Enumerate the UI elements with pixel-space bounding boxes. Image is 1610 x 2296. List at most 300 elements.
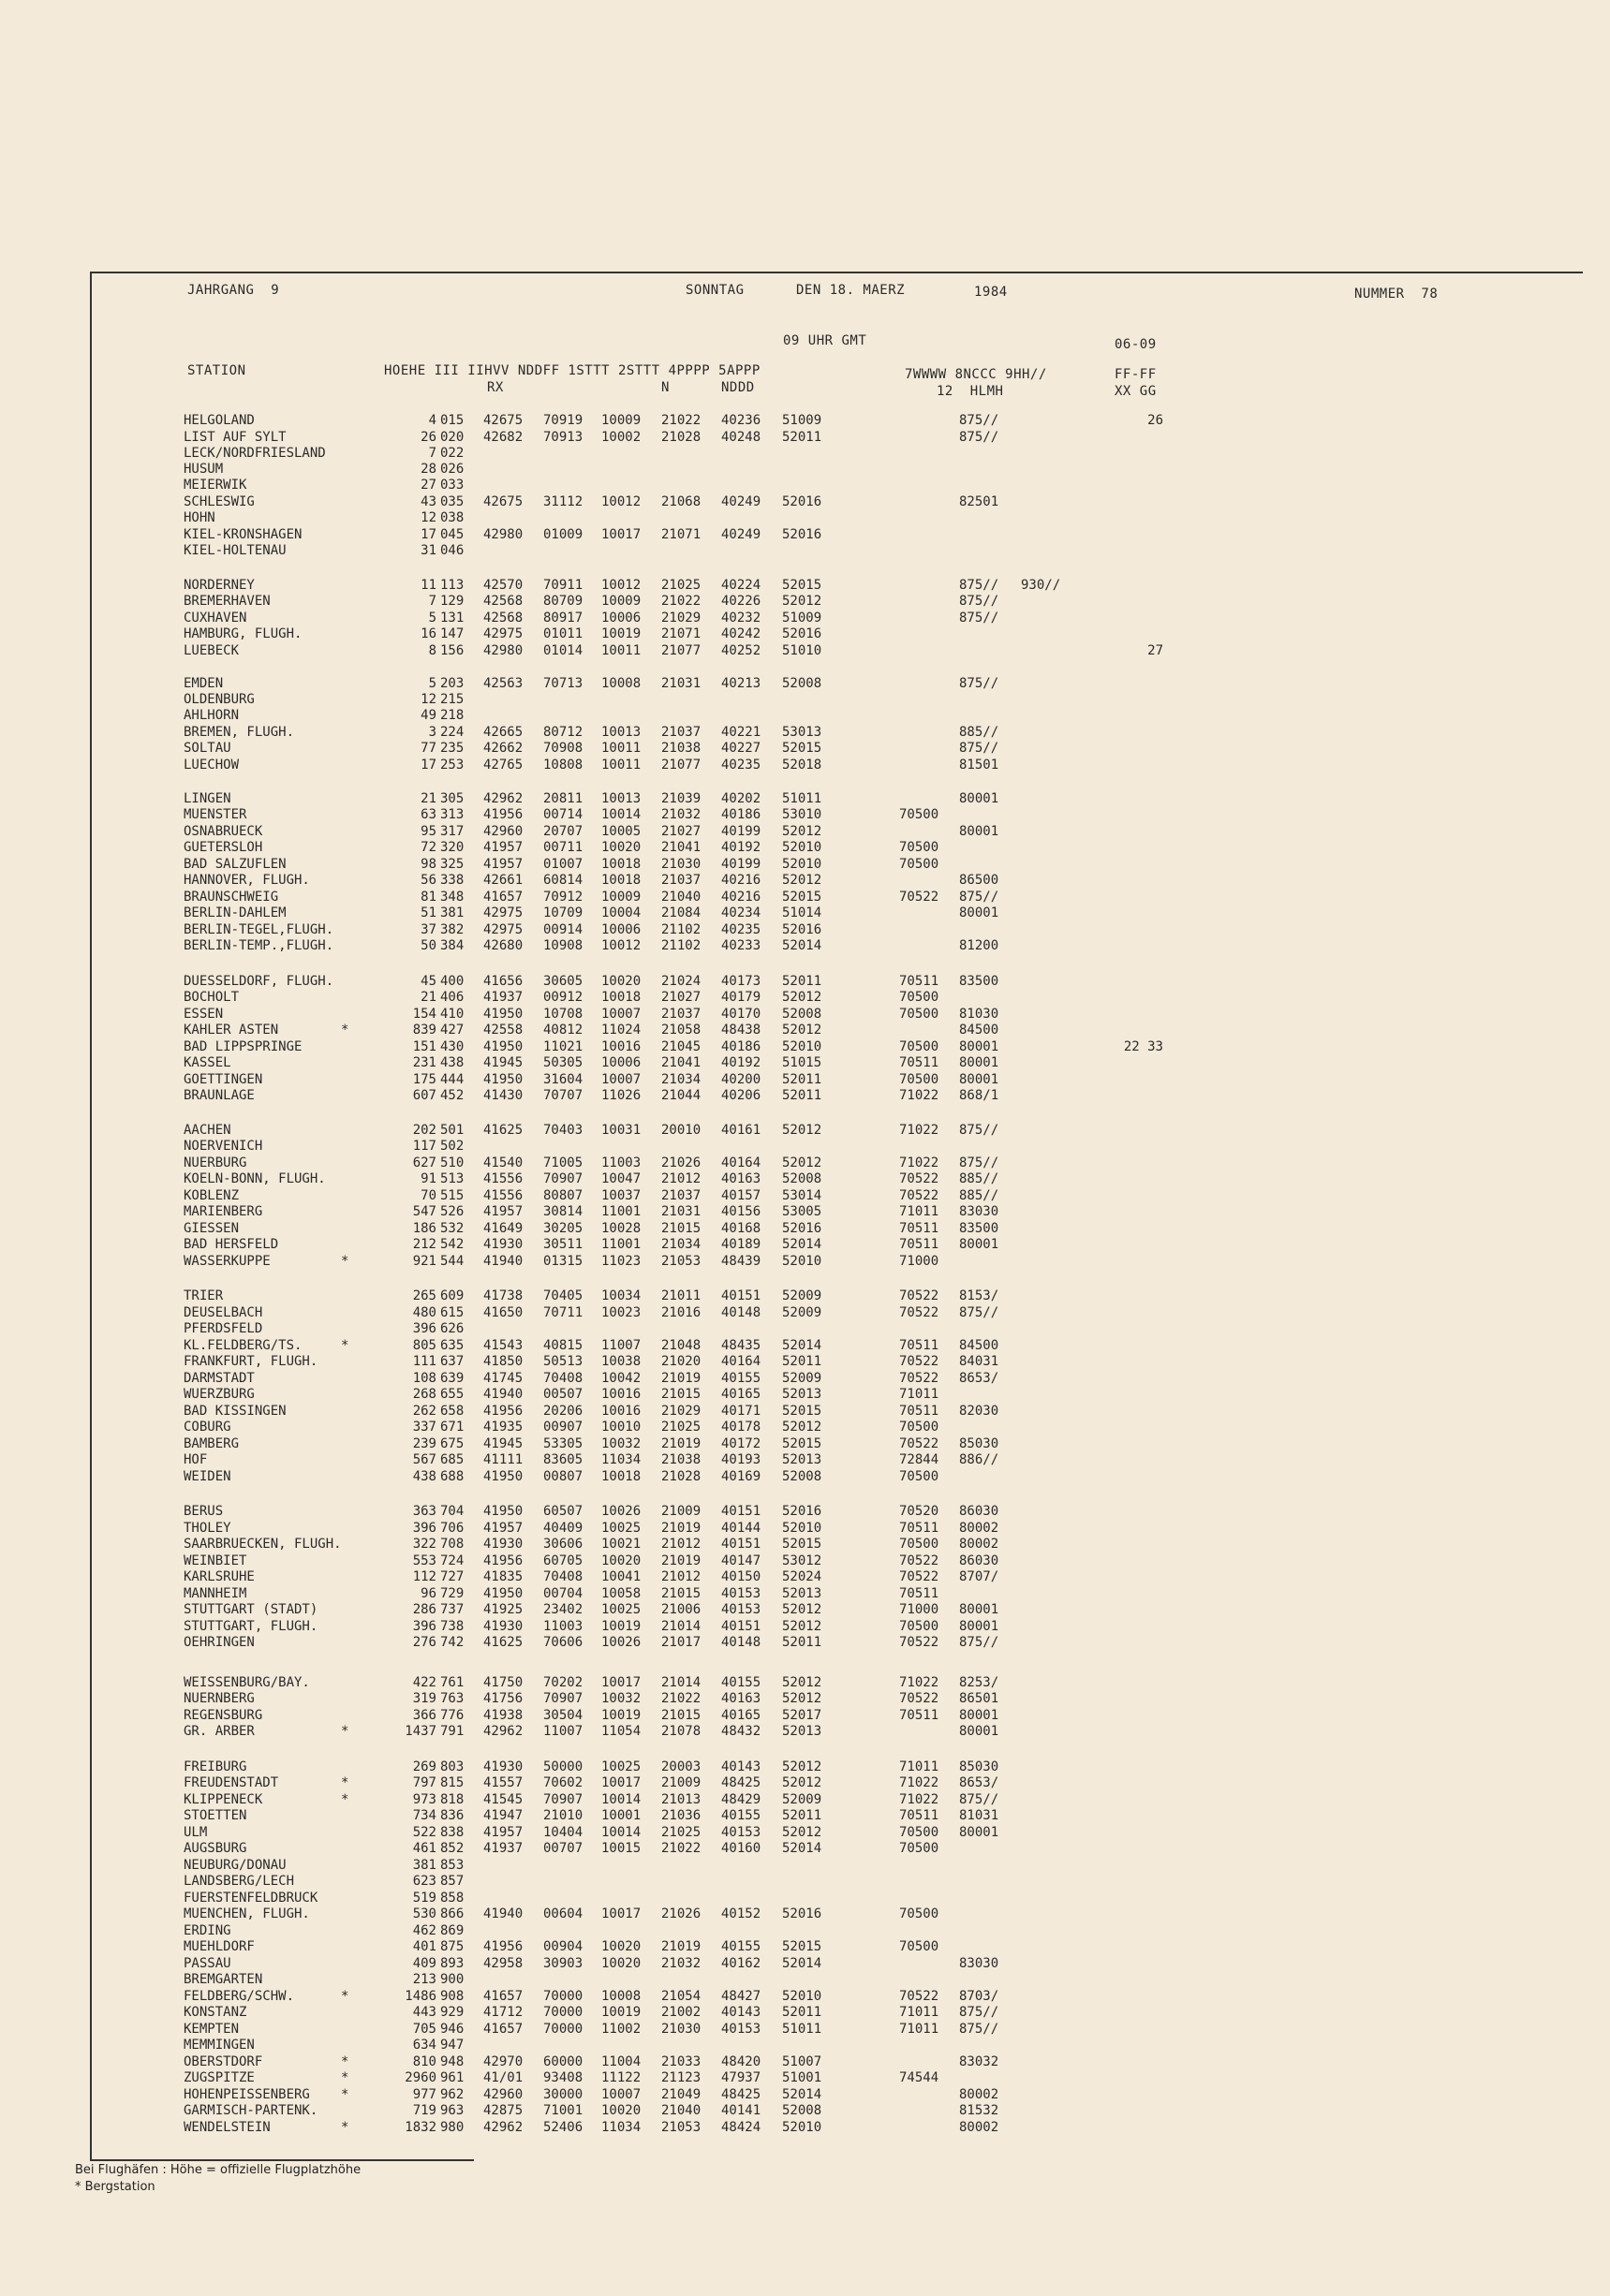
code-nddff: 70707 [543,1088,583,1103]
height: 16 [421,626,436,641]
station-id: 313 [440,807,465,822]
code-7wwww: 70522 [899,1553,939,1568]
code-nddff: 50000 [543,1759,583,1774]
station-id: 305 [440,791,465,806]
height: 112 [412,1569,436,1584]
code-8nccc: 80001 [959,1602,999,1617]
station-name: MEIERWIK [184,478,247,493]
code-ihvv: 41957 [483,857,524,872]
height: 17 [421,527,436,542]
code-ihvv: 41738 [483,1288,524,1303]
code-5appp: 51011 [782,2022,822,2037]
station-id: 147 [440,626,465,641]
code-5appp: 51011 [782,791,822,806]
code-nddff: 40815 [543,1338,583,1353]
code-ffgg: 27 [1147,643,1163,658]
code-2sttt: 21012 [661,1569,702,1584]
code-5appp: 52024 [782,1569,822,1584]
station-id: 675 [440,1436,465,1451]
height: 705 [412,2022,436,2037]
code-nddff: 93408 [543,2070,583,2085]
code-1sttt: 10007 [601,1007,642,1022]
code-ihvv: 41625 [483,1123,524,1138]
station-id: 532 [440,1221,465,1236]
code-4pppp: 40172 [721,1436,761,1451]
mountain-marker: * [341,1792,349,1807]
code-8nccc: 80002 [959,1521,999,1536]
code-7wwww: 71011 [899,2005,939,2020]
code-1sttt: 10041 [601,1569,642,1584]
code-5appp: 52011 [782,1354,822,1369]
height: 56 [421,873,436,888]
height: 5 [428,611,436,626]
code-4pppp: 40157 [721,1188,761,1203]
code-4pppp: 48425 [721,1775,761,1790]
code-2sttt: 21022 [661,1691,702,1706]
code-nddff: 52406 [543,2120,583,2135]
code-ihvv: 41945 [483,1055,524,1070]
station-id: 218 [440,708,465,723]
code-5appp: 52010 [782,1039,822,1054]
code-5appp: 52011 [782,974,822,989]
code-2sttt: 21068 [661,494,702,509]
code-4pppp: 40206 [721,1088,761,1103]
station-id: 501 [440,1123,465,1138]
height: 2960 [405,2070,436,2085]
code-nddff: 70907 [543,1792,583,1807]
height: 111 [412,1354,436,1369]
station-name: GIESSEN [184,1221,240,1236]
code-7wwww: 70500 [899,1537,939,1552]
code-1sttt: 10019 [601,1619,642,1634]
height: 154 [412,1007,436,1022]
code-8nccc: 875// [959,741,999,756]
code-1sttt: 10009 [601,594,642,609]
code-2sttt: 21009 [661,1504,702,1519]
code-8nccc: 86030 [959,1553,999,1568]
code-1sttt: 10017 [601,527,642,542]
col-nddd: NDDD [721,380,755,395]
code-2sttt: 21014 [661,1675,702,1690]
station-name: KLIPPENECK [184,1792,263,1807]
code-5appp: 52012 [782,1619,822,1634]
station-name: HOHENPEISSENBERG [184,2087,310,2102]
code-nddff: 31112 [543,494,583,509]
height: 461 [412,1841,436,1856]
station-name: MEMMINGEN [184,2038,255,2053]
code-2sttt: 21015 [661,1586,702,1601]
code-ihvv: 41950 [483,1504,524,1519]
height: 212 [412,1237,436,1252]
code-8nccc: 885// [959,1171,999,1186]
code-8nccc: 80001 [959,1237,999,1252]
code-ihvv: 41557 [483,1775,524,1790]
station-id: 046 [440,543,465,558]
code-4pppp: 40161 [721,1123,761,1138]
station-name: AUGSBURG [184,1841,247,1856]
station-id: 410 [440,1007,465,1022]
height: 202 [412,1123,436,1138]
mountain-marker: * [341,1023,349,1038]
code-5appp: 52016 [782,626,822,641]
code-8nccc: 83500 [959,1221,999,1236]
col-gg: XX GG [1115,384,1157,399]
code-2sttt: 21036 [661,1808,702,1823]
code-5appp: 51014 [782,905,822,920]
station-id: 129 [440,594,465,609]
code-nddff: 70403 [543,1123,583,1138]
code-4pppp: 40156 [721,1204,761,1219]
code-2sttt: 21030 [661,857,702,872]
code-2sttt: 21006 [661,1602,702,1617]
code-nddff: 50305 [543,1055,583,1070]
code-7wwww: 71011 [899,1759,939,1774]
code-4pppp: 48425 [721,2087,761,2102]
station-id: 038 [440,510,465,525]
code-8nccc: 868/1 [959,1088,999,1103]
height: 396 [412,1619,436,1634]
code-7wwww: 70500 [899,1039,939,1054]
code-nddff: 11003 [543,1619,583,1634]
height: 396 [412,1521,436,1536]
height: 5 [428,676,436,691]
station-name: HOF [184,1452,208,1467]
code-7wwww: 71011 [899,1204,939,1219]
station-name: KOBLENZ [184,1188,240,1203]
station-id: 015 [440,413,465,428]
code-2sttt: 21032 [661,807,702,822]
code-nddff: 00914 [543,922,583,937]
code-8nccc: 8253/ [959,1675,999,1690]
station-id: 348 [440,890,465,905]
code-ihvv: 41556 [483,1188,524,1203]
station-name: NEUBURG/DONAU [184,1858,287,1873]
code-1sttt: 10001 [601,1808,642,1823]
station-id: 704 [440,1504,465,1519]
code-2sttt: 21025 [661,578,702,593]
height: 607 [412,1088,436,1103]
code-nddff: 20811 [543,791,583,806]
code-1sttt: 10012 [601,494,642,509]
code-2sttt: 21017 [661,1635,702,1650]
code-5appp: 51010 [782,643,822,658]
code-ihvv: 42962 [483,791,524,806]
code-ihvv: 41657 [483,2022,524,2037]
code-5appp: 51007 [782,2054,822,2069]
code-nddff: 00904 [543,1939,583,1954]
code-8nccc: 81501 [959,758,999,773]
height: 276 [412,1635,436,1650]
code-nddff: 40409 [543,1521,583,1536]
code-8nccc: 875// [959,1123,999,1138]
station-id: 893 [440,1956,465,1971]
code-ihvv: 41945 [483,1436,524,1451]
code-nddff: 70912 [543,890,583,905]
code-4pppp: 40150 [721,1569,761,1584]
station-name: HUSUM [184,462,224,477]
code-2sttt: 21077 [661,643,702,658]
station-id: 688 [440,1469,465,1484]
code-5appp: 53010 [782,807,822,822]
code-8nccc: 83500 [959,974,999,989]
mountain-marker: * [341,2087,349,2102]
height: 265 [412,1288,436,1303]
station-id: 020 [440,430,465,445]
station-name: GARMISCH-PARTENK. [184,2103,318,2118]
code-ihvv: 41957 [483,1825,524,1840]
code-ihvv: 41111 [483,1452,524,1467]
station-name: KEMPTEN [184,2022,240,2037]
code-2sttt: 21019 [661,1436,702,1451]
code-nddff: 00714 [543,807,583,822]
code-5appp: 52012 [782,594,822,609]
station-id: 737 [440,1602,465,1617]
code-4pppp: 48429 [721,1792,761,1807]
height: 438 [412,1469,436,1484]
code-7wwww: 70500 [899,807,939,822]
code-4pppp: 48427 [721,1989,761,2004]
station-name: SAARBRUECKEN, FLUGH. [184,1537,342,1552]
code-4pppp: 40221 [721,725,761,740]
code-ihvv: 41930 [483,1537,524,1552]
code-4pppp: 40193 [721,1452,761,1467]
code-5appp: 52008 [782,676,822,691]
code-4pppp: 40163 [721,1691,761,1706]
code-1sttt: 10011 [601,741,642,756]
code-7wwww: 70522 [899,1989,939,2004]
station-id: 427 [440,1023,465,1038]
station-name: GR. ARBER [184,1724,255,1739]
station-id: 444 [440,1072,465,1087]
height: 231 [412,1055,436,1070]
station-name: ERDING [184,1923,231,1938]
code-2sttt: 21027 [661,824,702,839]
code-2sttt: 21123 [661,2070,702,2085]
station-name: FUERSTENFELDBRUCK [184,1891,318,1906]
station-id: 384 [440,938,465,953]
code-5appp: 52014 [782,938,822,953]
code-8nccc: 85030 [959,1759,999,1774]
col-codes-2: 7WWWW 8NCCC 9HH// [905,367,1047,382]
code-1sttt: 10009 [601,890,642,905]
station-id: 253 [440,758,465,773]
height: 95 [421,824,436,839]
code-nddff: 10709 [543,905,583,920]
code-nddff: 70000 [543,2005,583,2020]
code-5appp: 52018 [782,758,822,773]
code-5appp: 52012 [782,990,822,1005]
code-4pppp: 40249 [721,527,761,542]
code-2sttt: 21016 [661,1305,702,1320]
code-4pppp: 40163 [721,1171,761,1186]
code-4pppp: 40160 [721,1841,761,1856]
station-id: 113 [440,578,465,593]
code-ihvv: 42563 [483,676,524,691]
height: 286 [412,1602,436,1617]
code-4pppp: 40178 [721,1420,761,1435]
col-rx: RX [487,380,504,395]
code-7wwww: 70500 [899,1007,939,1022]
height: 1832 [405,2120,436,2135]
station-name: BERLIN-TEGEL,FLUGH. [184,922,334,937]
code-7wwww: 71022 [899,1792,939,1807]
code-4pppp: 40153 [721,1825,761,1840]
code-nddff: 70907 [543,1691,583,1706]
station-id: 510 [440,1155,465,1170]
code-7wwww: 70522 [899,1305,939,1320]
station-name: COBURG [184,1420,231,1435]
code-5appp: 53005 [782,1204,822,1219]
code-1sttt: 10025 [601,1521,642,1536]
code-5appp: 52012 [782,1675,822,1690]
code-7wwww: 70500 [899,857,939,872]
height: 401 [412,1939,436,1954]
code-4pppp: 40202 [721,791,761,806]
station-name: KASSEL [184,1055,231,1070]
code-8nccc: 875// [959,430,999,445]
height: 49 [421,708,436,723]
height: 734 [412,1808,436,1823]
code-1sttt: 10019 [601,626,642,641]
code-ihvv: 41556 [483,1171,524,1186]
code-7wwww: 72844 [899,1452,939,1467]
station-name: FREIBURG [184,1759,247,1774]
mountain-marker: * [341,1989,349,2004]
code-nddff: 60507 [543,1504,583,1519]
code-2sttt: 21037 [661,1007,702,1022]
code-2sttt: 21031 [661,1204,702,1219]
code-2sttt: 21026 [661,1906,702,1921]
height: 17 [421,758,436,773]
col-hlmh: 12 HLMH [937,384,1004,399]
code-ihvv: 42962 [483,1724,524,1739]
code-1sttt: 11034 [601,2120,642,2135]
code-7wwww: 70511 [899,1708,939,1723]
height: 186 [412,1221,436,1236]
code-ihvv: 41947 [483,1808,524,1823]
code-1sttt: 11026 [601,1088,642,1103]
code-7wwww: 70500 [899,1619,939,1634]
code-1sttt: 10016 [601,1039,642,1054]
code-4pppp: 40164 [721,1354,761,1369]
code-2sttt: 21084 [661,905,702,920]
code-2sttt: 21011 [661,1288,702,1303]
code-2sttt: 21054 [661,1989,702,2004]
code-1sttt: 10007 [601,1072,642,1087]
code-2sttt: 21102 [661,922,702,937]
code-1sttt: 11003 [601,1155,642,1170]
code-2sttt: 21029 [661,1404,702,1419]
code-ihvv: 41956 [483,1553,524,1568]
code-5appp: 52010 [782,2120,822,2135]
code-nddff: 00507 [543,1387,583,1402]
code-nddff: 70908 [543,741,583,756]
code-2sttt: 21014 [661,1619,702,1634]
station-name: WEINBIET [184,1553,247,1568]
code-7wwww: 70522 [899,1691,939,1706]
station-id: 382 [440,922,465,937]
height: 11 [421,578,436,593]
col-n: N [661,380,670,395]
height: 522 [412,1825,436,1840]
code-nddff: 10808 [543,758,583,773]
code-nddff: 70602 [543,1775,583,1790]
code-nddff: 01014 [543,643,583,658]
code-7wwww: 70522 [899,1569,939,1584]
code-nddff: 70713 [543,676,583,691]
height: 480 [412,1305,436,1320]
height: 839 [412,1023,436,1038]
code-4pppp: 40216 [721,890,761,905]
code-4pppp: 40189 [721,1237,761,1252]
code-8nccc: 886// [959,1452,999,1467]
station-id: 858 [440,1891,465,1906]
code-nddff: 01315 [543,1254,583,1269]
height: 977 [412,2087,436,2102]
station-name: MANNHEIM [184,1586,247,1601]
station-name: NOERVENICH [184,1139,263,1154]
station-id: 430 [440,1039,465,1054]
code-5appp: 52015 [782,1537,822,1552]
station-id: 962 [440,2087,465,2102]
code-2sttt: 21024 [661,974,702,989]
code-ihvv: 42675 [483,494,524,509]
code-8nccc: 80001 [959,1039,999,1054]
code-nddff: 70711 [543,1305,583,1320]
code-ffgg: 26 [1147,413,1163,428]
code-nddff: 00807 [543,1469,583,1484]
code-8nccc: 8703/ [959,1989,999,2004]
station-name: KAHLER ASTEN [184,1023,279,1038]
station-id: 791 [440,1724,465,1739]
code-ihvv: 41540 [483,1155,524,1170]
height: 21 [421,791,436,806]
code-ihvv: 42960 [483,824,524,839]
station-id: 215 [440,692,465,707]
code-2sttt: 21002 [661,2005,702,2020]
code-4pppp: 40151 [721,1288,761,1303]
code-4pppp: 40186 [721,807,761,822]
code-2sttt: 21009 [661,1775,702,1790]
height: 1486 [405,1989,436,2004]
code-1sttt: 10058 [601,1586,642,1601]
code-7wwww: 70522 [899,1171,939,1186]
code-4pppp: 40227 [721,741,761,756]
code-4pppp: 48424 [721,2120,761,2135]
code-4pppp: 40147 [721,1553,761,1568]
code-ihvv: 41957 [483,1521,524,1536]
code-nddff: 21010 [543,1808,583,1823]
station-id: 381 [440,905,465,920]
station-id: 815 [440,1775,465,1790]
code-1sttt: 10016 [601,1387,642,1402]
code-8nccc: 875// [959,1635,999,1650]
code-8nccc: 885// [959,1188,999,1203]
station-id: 869 [440,1923,465,1938]
code-2sttt: 21041 [661,840,702,855]
station-name: PFERDSFELD [184,1321,263,1336]
code-5appp: 52012 [782,1420,822,1435]
code-nddff: 00604 [543,1906,583,1921]
code-8nccc: 875// [959,2005,999,2020]
code-ihvv: 42665 [483,725,524,740]
code-nddff: 00711 [543,840,583,855]
code-5appp: 51001 [782,2070,822,2085]
code-1sttt: 10019 [601,2005,642,2020]
code-nddff: 50513 [543,1354,583,1369]
code-5appp: 53013 [782,725,822,740]
code-ihvv: 41750 [483,1675,524,1690]
